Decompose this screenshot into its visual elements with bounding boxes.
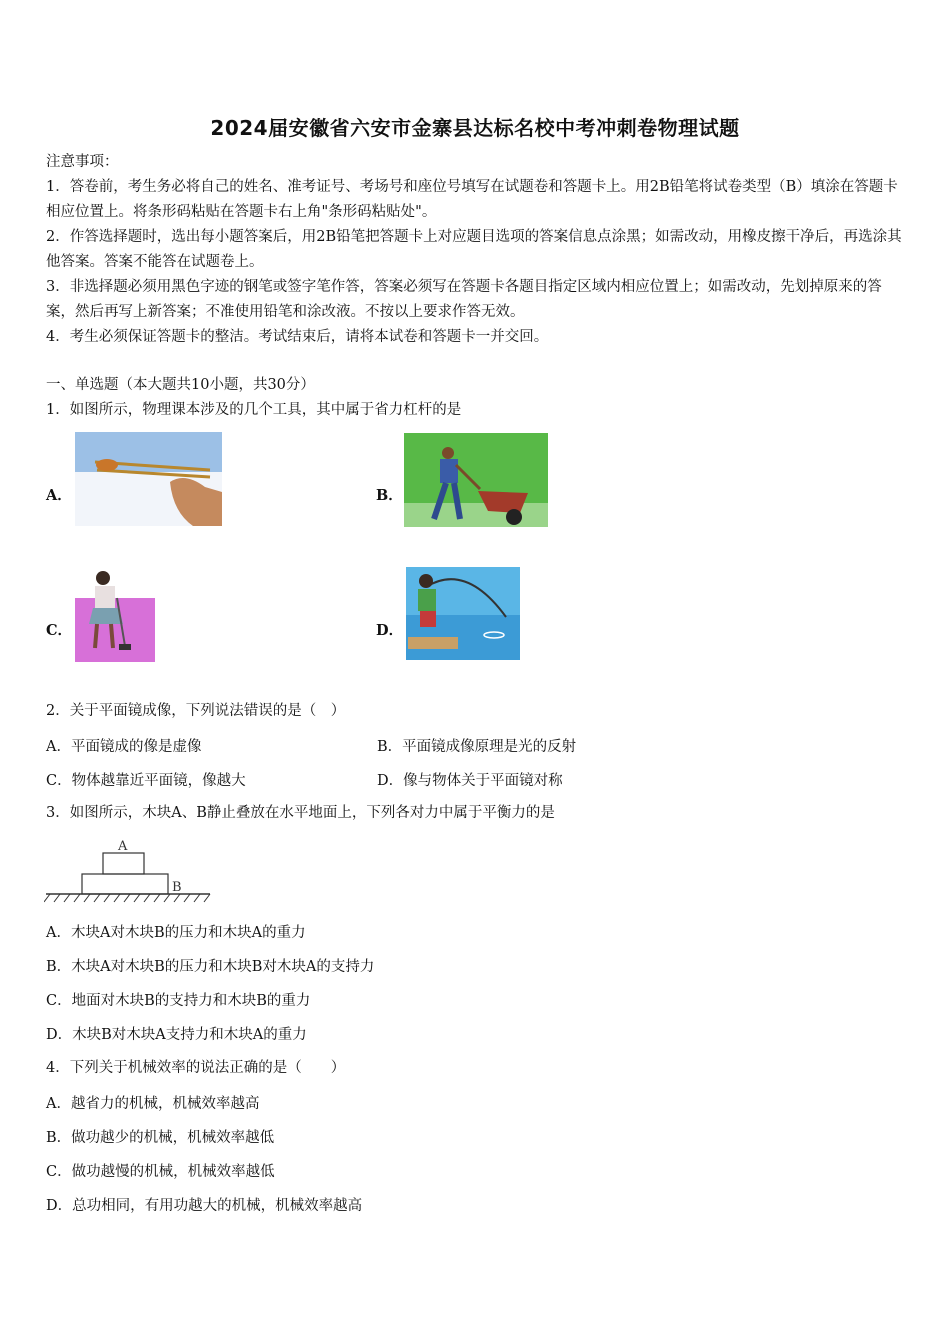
block-a — [103, 853, 144, 874]
q3-option-c: C．地面对木块B的支持力和木块B的重力 — [46, 993, 311, 1009]
page-title: 2024届安徽省六安市金寨县达标名校中考冲刺卷物理试题 — [210, 116, 740, 140]
q4-option-b: B．做功越少的机械，机械效率越低 — [46, 1130, 275, 1146]
q1-label-d: D． — [376, 622, 404, 639]
note-item: 4．考生必须保证答题卡的整洁。考试结束后，请将本试卷和答题卡一并交回。 — [46, 329, 549, 345]
note-item: 3．非选择题必须用黑色字迹的钢笔或签字笔作答，答案必须写在答题卡各题目指定区域内相应位置上；如需改动，先划掉原来的答案，然后再写上新答案；不准使用铅笔和涂改液。不按以上要求作答无效。 — [46, 279, 882, 320]
q2-option-c: C．物体越靠近平面镜，像越大 — [46, 773, 246, 789]
section-heading: 一、单选题（本大题共10小题，共30分） — [46, 377, 315, 393]
q1-label-b: B． — [376, 487, 403, 504]
q4-option-d: D．总功相同，有用功越大的机械，机械效率越高 — [46, 1198, 363, 1214]
broom-girl-image — [75, 568, 155, 662]
q3-option-d: D．木块B对木块A支持力和木块A的重力 — [46, 1027, 307, 1043]
q2-option-d: D．像与物体关于平面镜对称 — [377, 773, 563, 789]
note-item: 1．答卷前，考生务必将自己的姓名、准考证号、考场号和座位号填写在试题卷和答题卡上。用2B铅笔将试卷类型（B）填涂在答题卡相应位置上。将条形码粘贴在答题卡右上角"条形码粘贴处"。 — [46, 179, 898, 220]
q1-stem: 1．如图所示，物理课本涉及的几个工具，其中属于省力杠杆的是 — [46, 402, 462, 418]
q4-option-a: A．越省力的机械，机械效率越高 — [46, 1096, 260, 1112]
block-diagram — [44, 836, 214, 906]
note-item: 2．作答选择题时，选出每小题答案后，用2B铅笔把答题卡上对应题目选项的答案信息点涂黑；如需改动，用橡皮擦干净后，再选涂其他答案。答案不能答在试题卷上。 — [46, 229, 902, 270]
block-b-label: B — [172, 880, 182, 895]
fishing-image — [406, 567, 520, 660]
q3-stem: 3．如图所示，木块A、B静止叠放在水平地面上，下列各对力中属于平衡力的是 — [46, 805, 555, 821]
block-b — [82, 874, 168, 894]
q1-label-c: C． — [46, 622, 73, 639]
q3-option-b: B．木块A对木块B的压力和木块B对木块A的支持力 — [46, 959, 375, 975]
block-a-label: A — [118, 839, 128, 854]
q2-stem: 2．关于平面镜成像，下列说法错误的是（ ） — [46, 703, 346, 719]
q4-option-c: C．做功越慢的机械，机械效率越低 — [46, 1164, 275, 1180]
q2-option-a: A．平面镜成的像是虚像 — [46, 739, 202, 755]
q2-option-b: B．平面镜成像原理是光的反射 — [377, 739, 577, 755]
q4-stem: 4．下列关于机械效率的说法正确的是（ ） — [46, 1060, 346, 1076]
wheelbarrow-image — [404, 433, 548, 527]
q1-label-a: A． — [46, 487, 72, 504]
notes-block — [46, 150, 904, 350]
chopsticks-image — [75, 432, 222, 526]
q3-option-a: A．木块A对木块B的压力和木块A的重力 — [46, 925, 306, 941]
notes-heading: 注意事项： — [46, 154, 119, 170]
